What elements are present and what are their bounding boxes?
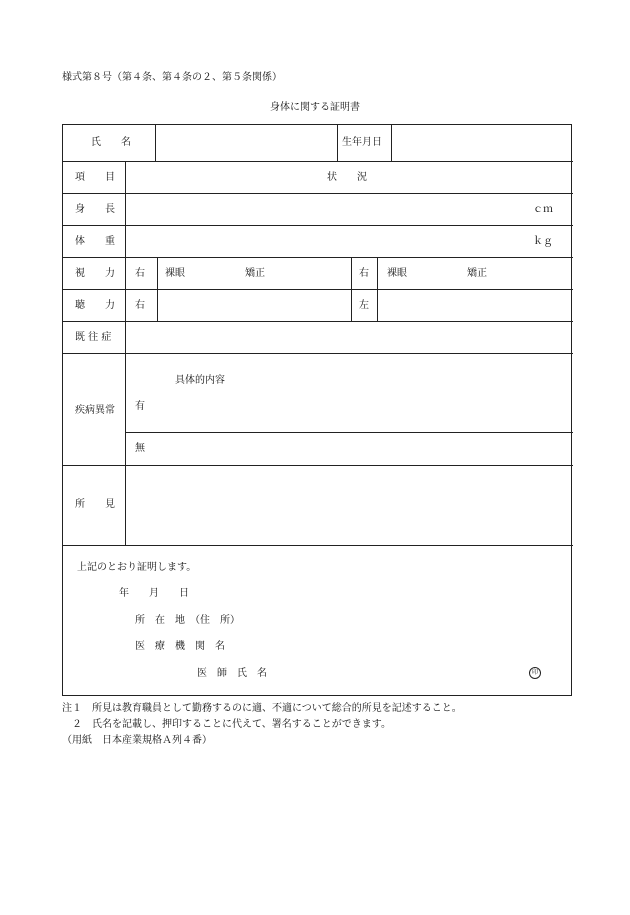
name-label: 氏 名 <box>91 137 131 148</box>
certification-doctor-label: 医 師 氏 名 <box>197 668 267 679</box>
hearing-left-label: 左 <box>359 300 369 311</box>
item-column-header: 項 目 <box>75 172 115 183</box>
vision-naked-label: 裸眼 <box>387 268 407 279</box>
seal-mark <box>529 666 541 679</box>
height-unit: ｃｍ <box>533 204 553 215</box>
hearing-right-field[interactable] <box>158 290 350 320</box>
note-1: 注１ 所見は教育職員として勤務するのに適、不適について総合的所見を記述すること。 <box>62 703 462 714</box>
disease-yes-field[interactable] <box>126 354 572 431</box>
vision-label: 視 力 <box>75 268 115 279</box>
vision-second-side-label: 右 <box>359 268 369 279</box>
weight-label: 体 重 <box>75 236 115 247</box>
document-title: 身体に関する証明書 <box>270 102 360 113</box>
findings-field[interactable] <box>126 466 572 544</box>
col-divider <box>337 125 338 161</box>
hearing-right-label: 右 <box>135 300 145 311</box>
vision-naked-label: 裸眼 <box>165 268 185 279</box>
form-number: 様式第８号（第４条、第４条の２、第５条関係） <box>62 72 282 83</box>
findings-label: 所 見 <box>75 499 115 510</box>
hearing-left-field[interactable] <box>378 290 572 320</box>
weight-unit: ｋｇ <box>533 236 553 247</box>
weight-field[interactable] <box>126 226 546 256</box>
certification-institution-label: 医 療 機 関 名 <box>135 641 225 652</box>
disease-label: 疾病異常 <box>75 405 115 416</box>
birthdate-field[interactable] <box>392 126 572 160</box>
vision-corrected-label: 矯正 <box>245 268 265 279</box>
row-divider <box>63 257 573 258</box>
paper-size-note: （用紙 日本産業規格Ａ列４番） <box>62 735 212 746</box>
vision-corrected-label: 矯正 <box>467 268 487 279</box>
medical-history-label: 既 往 症 <box>75 332 112 343</box>
disease-yes-label: 有 <box>135 401 145 412</box>
col-divider <box>351 257 352 321</box>
height-label: 身 長 <box>75 204 115 215</box>
disease-no-label: 無 <box>135 443 145 454</box>
medical-history-field[interactable] <box>126 322 572 352</box>
row-divider <box>125 432 573 433</box>
birthdate-label: 生年月日 <box>342 137 382 148</box>
name-field[interactable] <box>156 126 336 160</box>
height-field[interactable] <box>126 194 546 224</box>
row-divider <box>63 545 573 546</box>
row-divider <box>63 161 573 162</box>
certification-address-label: 所 在 地 （住 所） <box>135 615 240 626</box>
hearing-label: 聴 力 <box>75 300 115 311</box>
certification-statement: 上記のとおり証明します。 <box>77 562 197 573</box>
note-2: ２ 氏名を記載し、押印することに代えて、署名することができます。 <box>72 719 391 730</box>
status-column-header: 状 況 <box>327 172 367 183</box>
certification-date: 年 月 日 <box>119 588 189 599</box>
disease-detail-label: 具体的内容 <box>175 375 225 386</box>
seal-icon: 印 <box>529 667 541 679</box>
vision-right-label: 右 <box>135 268 145 279</box>
certificate-table <box>62 124 572 696</box>
